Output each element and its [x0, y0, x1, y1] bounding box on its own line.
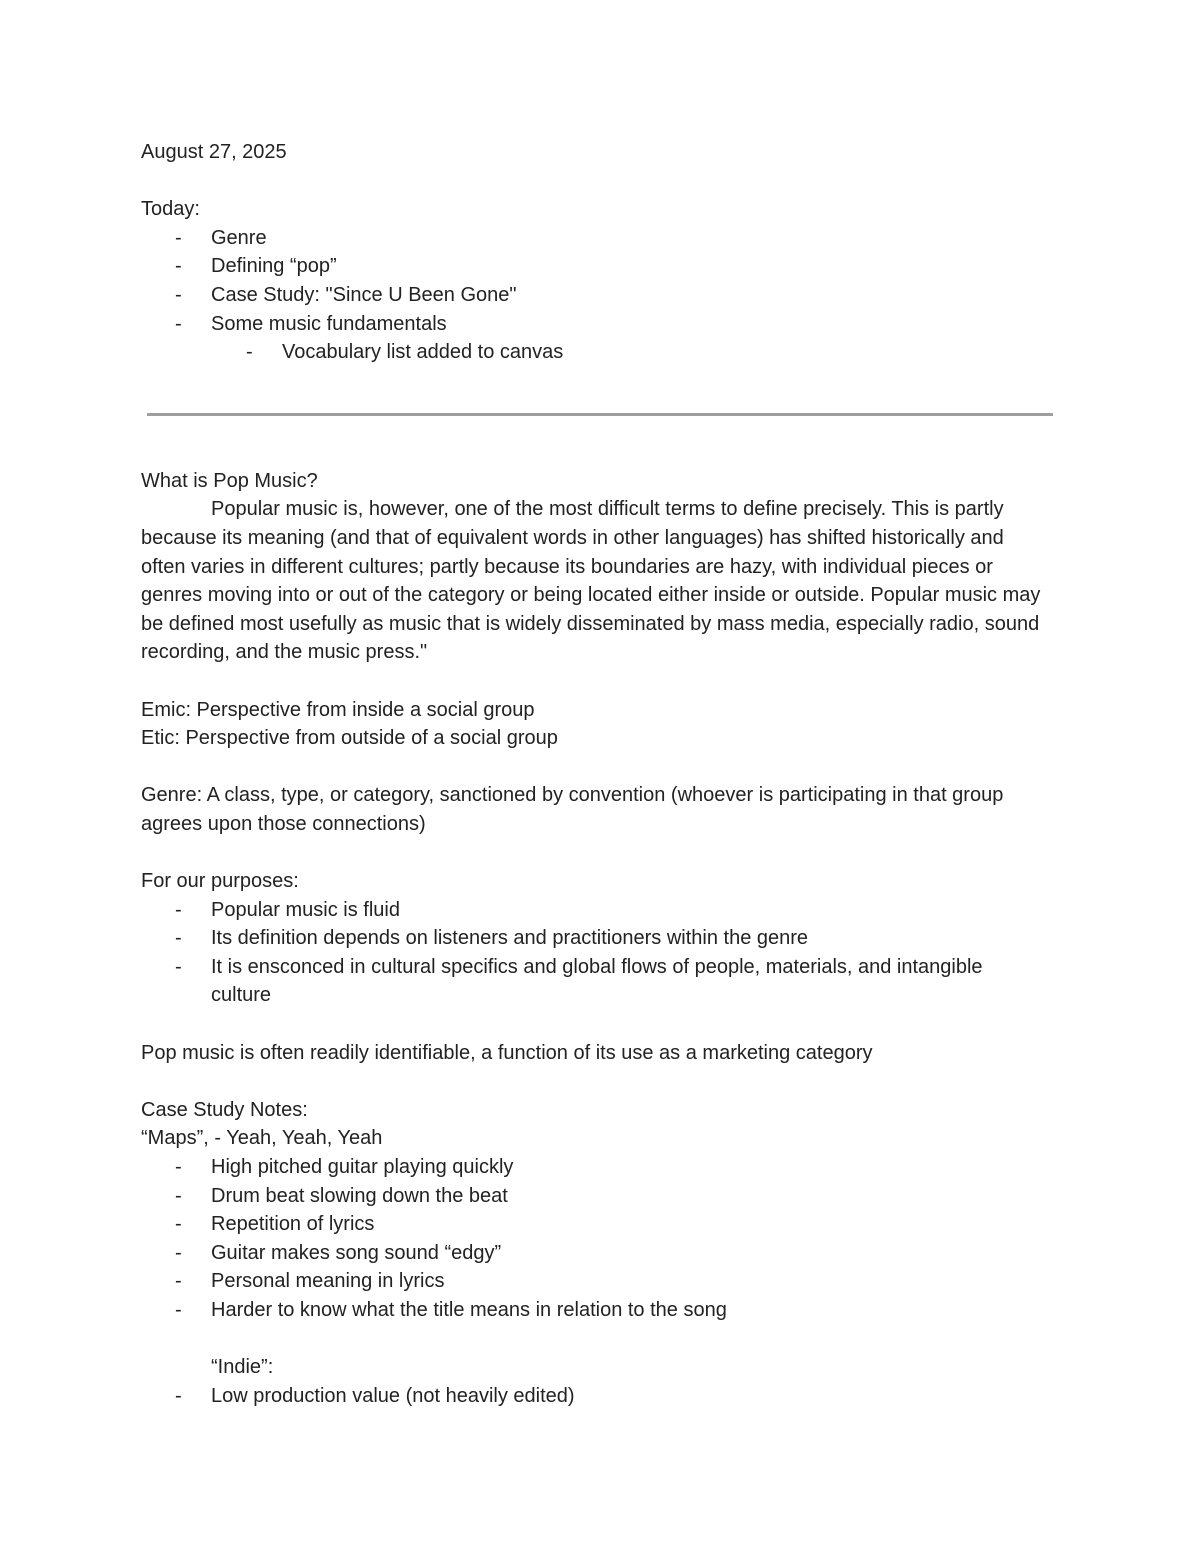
bullet-dash: -: [246, 341, 253, 364]
bullet-dash: -: [175, 1270, 182, 1293]
indie-label: “Indie”:: [211, 1356, 274, 1379]
spacer: [141, 753, 1061, 782]
list-item: [141, 1382, 1061, 1411]
genre-definition: Genre: A class, type, or category, sanctioned by convention (whoever is participating in that group agrees upon those connections): [141, 784, 1004, 835]
bullet-dash: -: [175, 1241, 182, 1264]
divider-section: [141, 367, 1061, 467]
document-date: August 27, 2025: [141, 141, 287, 163]
bullet-dash: -: [175, 283, 182, 306]
marketing-note: Pop music is often readily identifiable, a function of its use as a marketing category: [141, 1041, 873, 1064]
list-item-text: It is ensconced in cultural specifics and global flows of people, materials, and intangible culture: [211, 955, 983, 1007]
list-item-text: Low production value (not heavily edited): [211, 1384, 575, 1407]
list-item-text: Case Study: "Since U Been Gone": [211, 283, 517, 306]
list-item: [141, 1239, 1061, 1268]
list-item: [141, 896, 1061, 925]
bullet-dash: -: [175, 255, 182, 278]
bullet-dash: -: [175, 1213, 182, 1236]
list-item: [141, 281, 1061, 310]
pop-definition-paragraph: Popular music is, however, one of the most difficult terms to define precisely. This is partly because its meaning (and that of equivalent words in other languages) has shifted historically and often varies in different cultures; partly because its boundaries are hazy, with individual pieces or genres moving into or out of the category or being located either inside or outside. Popular music may be defined most usefully as music that is widely disseminated by mass media, especially radio, sound recording, and the music press.": [141, 498, 1041, 664]
horizontal-rule: [147, 413, 1053, 416]
bullet-dash: -: [175, 1298, 182, 1321]
bullet-dash: -: [175, 927, 182, 950]
spacer: [141, 838, 1061, 867]
document-page: [141, 138, 1061, 1410]
spacer: [141, 667, 1061, 696]
sub-list-item: [141, 338, 1061, 367]
bullet-dash: -: [175, 1184, 182, 1207]
list-item: [141, 310, 1061, 339]
spacer: [141, 1010, 1061, 1039]
bullet-dash: -: [175, 955, 182, 978]
bullet-dash: -: [175, 898, 182, 921]
list-item-text: Its definition depends on listeners and practitioners within the genre: [211, 927, 809, 950]
list-item: [141, 1267, 1061, 1296]
list-item-text: Popular music is fluid: [211, 898, 400, 921]
list-item-text: Vocabulary list added to canvas: [282, 341, 564, 364]
list-item-text: Guitar makes song sound “edgy”: [211, 1241, 502, 1264]
list-item: [141, 924, 1061, 953]
today-heading: Today:: [141, 198, 200, 221]
bullet-dash: -: [175, 312, 182, 335]
list-item: [141, 953, 1046, 1010]
case-study-heading: Case Study Notes:: [141, 1098, 308, 1121]
list-item-text: Repetition of lyrics: [211, 1213, 375, 1236]
list-item: [141, 1153, 1061, 1182]
list-item: [141, 1296, 1061, 1325]
case-study-song: “Maps”, - Yeah, Yeah, Yeah: [141, 1127, 383, 1150]
pop-heading: What is Pop Music?: [141, 469, 318, 492]
list-item: [141, 1182, 1061, 1211]
list-item-text: Harder to know what the title means in relation to the song: [211, 1298, 727, 1321]
etic-definition: Etic: Perspective from outside of a social group: [141, 727, 558, 750]
list-item-text: Personal meaning in lyrics: [211, 1270, 445, 1293]
list-item-text: Defining “pop”: [211, 255, 337, 278]
spacer: [141, 1067, 1061, 1096]
bullet-dash: -: [175, 226, 182, 249]
list-item: [141, 252, 1061, 281]
list-item-text: Genre: [211, 226, 267, 249]
list-item: [141, 1210, 1061, 1239]
list-item-text: Some music fundamentals: [211, 312, 447, 335]
purposes-heading: For our purposes:: [141, 870, 299, 893]
emic-definition: Emic: Perspective from inside a social group: [141, 698, 535, 721]
list-item-text: High pitched guitar playing quickly: [211, 1156, 514, 1178]
bullet-dash: -: [175, 1156, 182, 1178]
bullet-dash: -: [175, 1384, 182, 1407]
spacer: [141, 1325, 1061, 1354]
spacer: [141, 167, 1061, 196]
list-item: [141, 224, 1061, 253]
list-item-text: Drum beat slowing down the beat: [211, 1184, 508, 1207]
